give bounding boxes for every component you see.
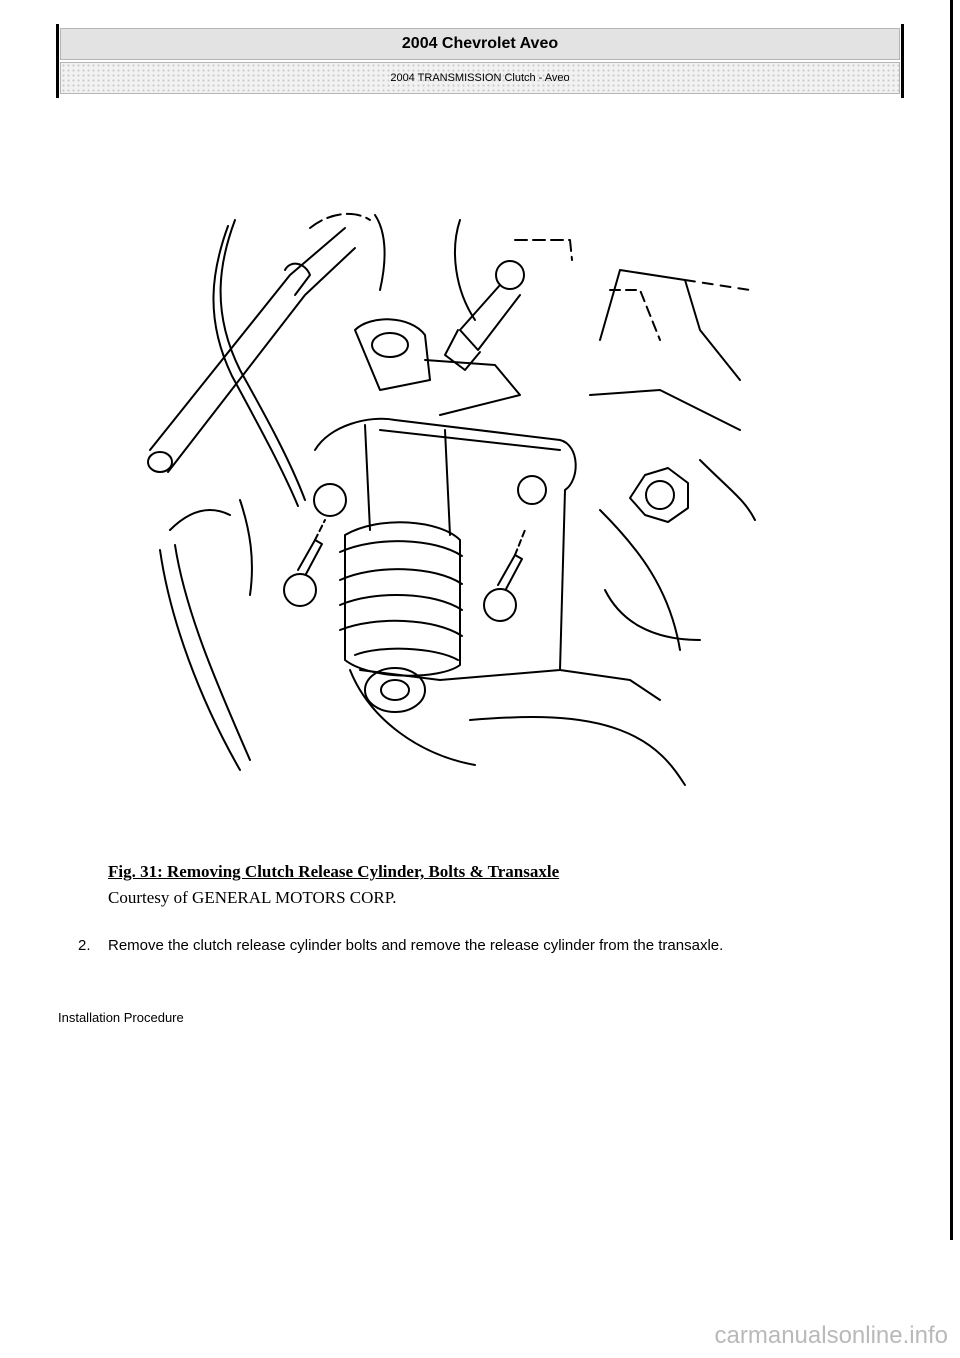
figure-caption [108,862,868,908]
page-header [56,24,904,98]
bolt-left [284,520,325,606]
shift-rod [150,228,345,450]
step-number: 2. [78,937,91,954]
header-subtitle: 2004 TRANSMISSION Clutch - Aveo [60,62,900,94]
header-right-rule [901,24,904,98]
page-right-border [950,0,953,1240]
header-title: 2004 Chevrolet Aveo [60,28,900,60]
bolt-right [484,530,525,621]
step-text: Remove the clutch release cylinder bolts and remove the release cylinder from the transaxle. [108,937,724,954]
section-heading: Installation Procedure [58,1010,184,1025]
header-left-rule [56,24,59,98]
watermark: carmanualsonline.info [714,1322,948,1349]
procedure-step [78,934,878,958]
clutch-release-cylinder-illustration [140,200,780,790]
caption-title: Fig. 31: Removing Clutch Release Cylinder, Bolts & Transaxle [108,862,560,881]
caption-credit: Courtesy of GENERAL MOTORS CORP. [108,888,397,907]
hex-bolt [630,468,688,522]
hydraulic-line [221,220,305,500]
